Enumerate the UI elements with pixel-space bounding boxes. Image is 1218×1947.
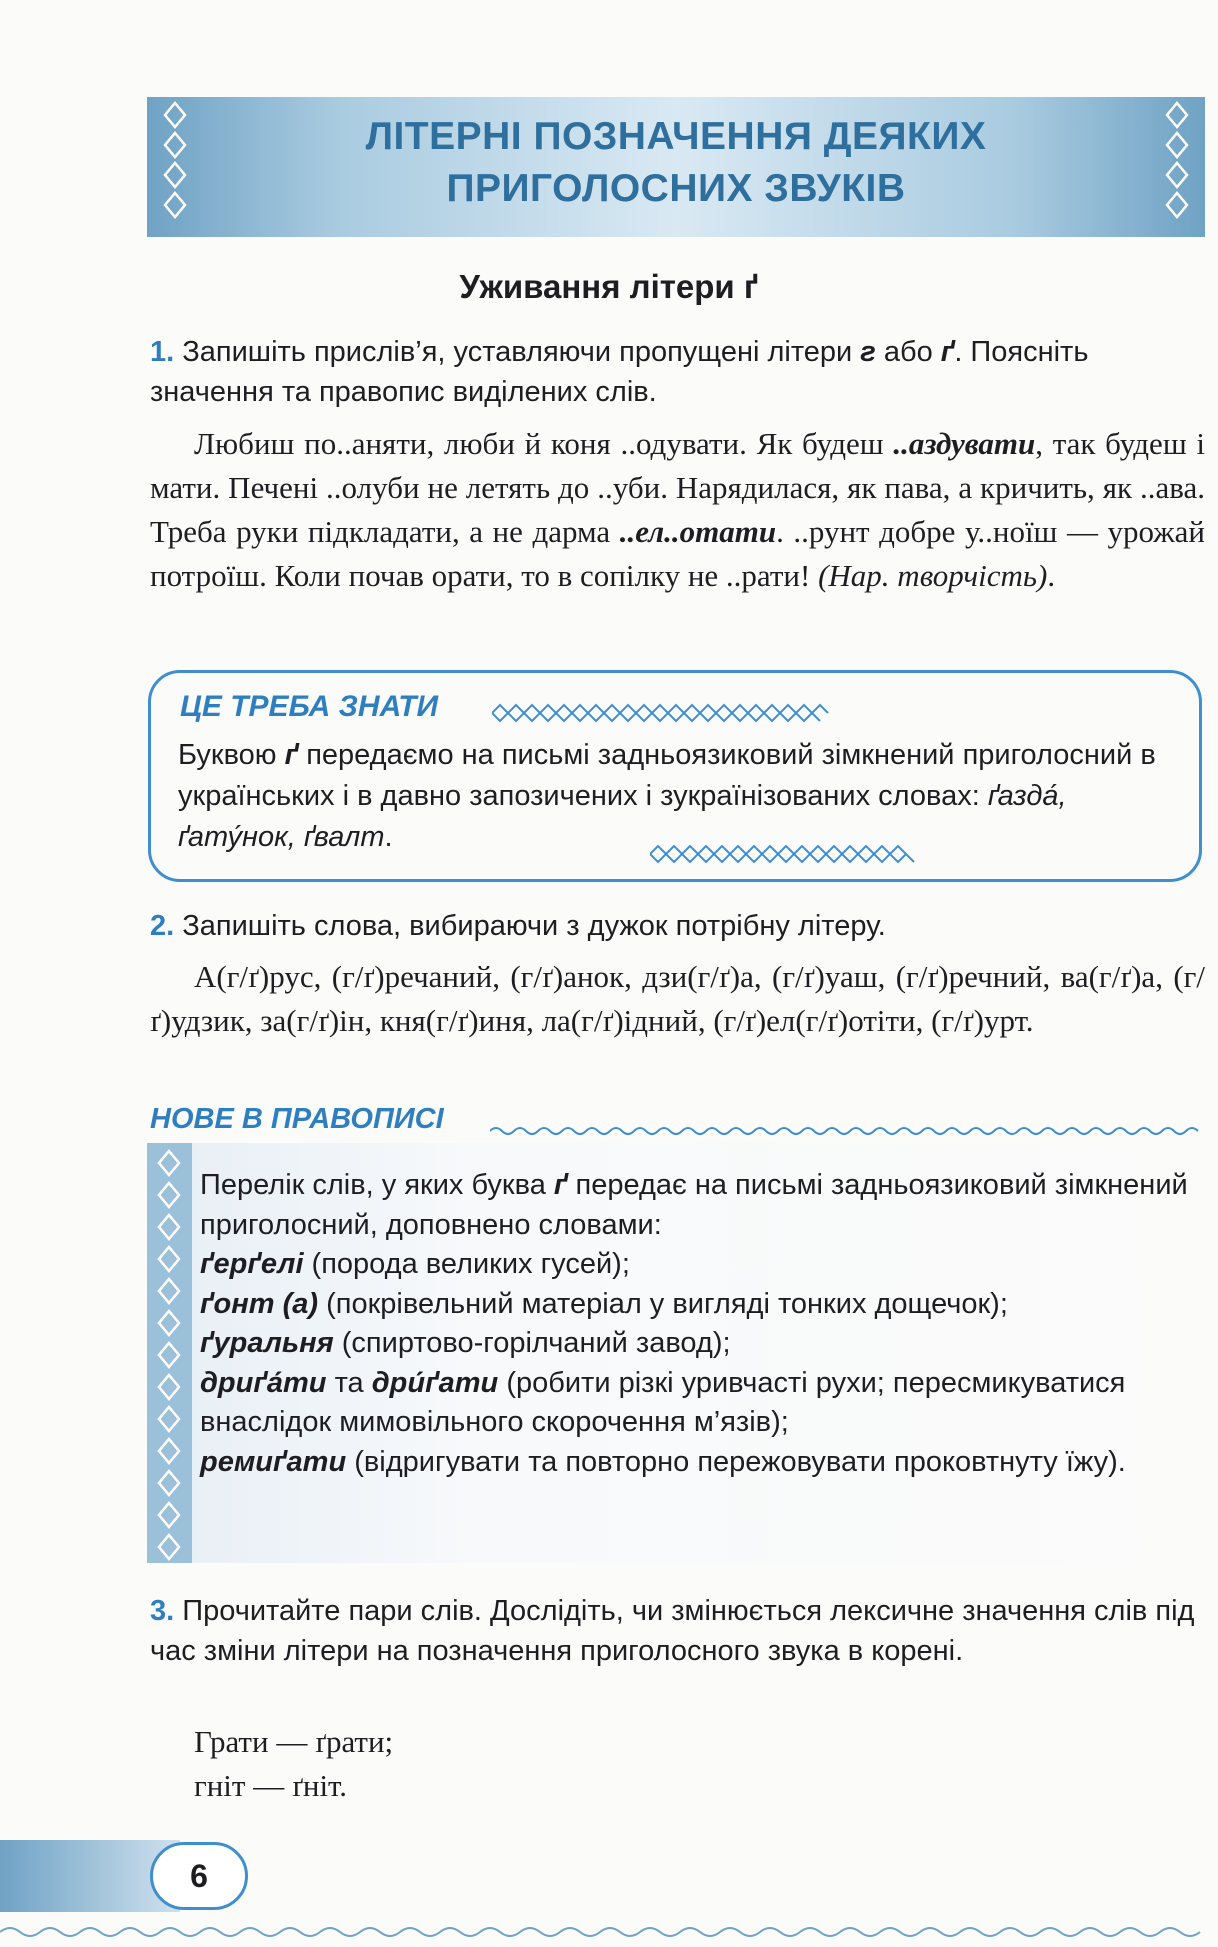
title-line-2: ПРИГОЛОСНИХ ЗВУКІВ xyxy=(446,167,906,210)
title-line-1: ЛІТЕРНІ ПОЗНАЧЕННЯ ДЕЯКИХ xyxy=(365,115,987,158)
list-item: ґонт (а) (покрівельний матеріал у вигляді тонких дощечок); xyxy=(200,1287,1008,1320)
exercise-2-instruction: 2. Запишіть слова, вибираючи з дужок потрібну літеру. xyxy=(150,910,886,942)
ornament-icon xyxy=(147,1143,192,1563)
exercise-3-pair-2: гніт — ґніт. xyxy=(194,1768,348,1803)
exercise-number: 2. xyxy=(150,910,175,942)
wave-line-icon xyxy=(0,1922,1218,1942)
wave-line-icon xyxy=(490,1124,1205,1138)
page-title xyxy=(207,111,1145,215)
rule-box-text: Буквою ґ передаємо на письмі задньоязиковий зімкнений приголосний в українських і в давно запозичених і зукраїнізованих словах: ґазда́, ґату́нок, ґвалт. xyxy=(178,739,1156,853)
new-box-stripe xyxy=(147,1143,192,1563)
header-banner xyxy=(147,97,1205,237)
wave-ornament-icon xyxy=(492,702,1162,724)
list-item: ґерґелі (порода великих гусей); xyxy=(200,1248,630,1280)
new-box-text xyxy=(200,1166,1200,1482)
wave-ornament-icon xyxy=(650,843,1180,865)
exercise-3-pair-1: Грати — ґрати; xyxy=(194,1724,394,1759)
exercise-2-words: А(г/ґ)рус, (г/ґ)речаний, (г/ґ)анок, дзи(г/ґ)а, (г/ґ)уаш, (г/ґ)речний, ва(г/ґ)а, (г/ґ)удзик, за(г/ґ)ін, кня(г/ґ)иня, ла(г/ґ)ідний, (г/ґ)ел(г/ґ)отіти, (г/ґ)урт. xyxy=(150,959,1205,1038)
list-item: дриґа́ти та дри́ґати (робити різкі уривчасті рухи; пересмикуватися внаслідок мимовільного скорочення м’язів); xyxy=(200,1366,1126,1438)
exercise-number: 1. xyxy=(150,336,175,368)
exercise-1-text: Любиш по..аняти, люби й коня ..одувати. Як будеш ..аздувати, так будеш і мати. Печені ..олуби не летять до ..уби. Нарядилася, як пава, а кричить, як ..ава. Треба руки підкладати, а не дарма ..ел..отати. ..рунт добре у..ноїш — урожай потроїш. Коли почав орати, то в сопілку не ..рати! (Нар. творчість). xyxy=(150,426,1206,593)
ornament-icon xyxy=(155,97,195,237)
exercise-3-instruction: 3. Прочитайте пари слів. Дослідіть, чи змінюється лексичне значення слів під час зміни літери на позначення приголосного звука в корені. xyxy=(150,1595,1195,1667)
new-box-intro: Перелік слів, у яких буква ґ передає на письмі задньоязиковий зімкнений приголосний, доповнено словами: xyxy=(200,1169,1188,1241)
list-item: ремиґати (відригувати та повторно пережовувати проковтнуту їжу). xyxy=(200,1445,1126,1478)
ornament-icon xyxy=(1157,97,1197,237)
exercise-number: 3. xyxy=(150,1595,175,1627)
new-box-title: НОВЕ В ПРАВОПИСІ xyxy=(150,1103,444,1135)
section-title: Уживання літери ґ xyxy=(459,268,759,305)
page-number: 6 xyxy=(150,1842,248,1910)
exercise-1-instruction: 1. Запишіть прислів’я, уставляючи пропущені літери г або ґ. Поясніть значення та правопис виділених слів. xyxy=(150,336,1089,408)
rule-box-title: ЦЕ ТРЕБА ЗНАТИ xyxy=(180,690,439,723)
list-item: ґуральня (спиртово-горілчаний завод); xyxy=(200,1327,731,1359)
